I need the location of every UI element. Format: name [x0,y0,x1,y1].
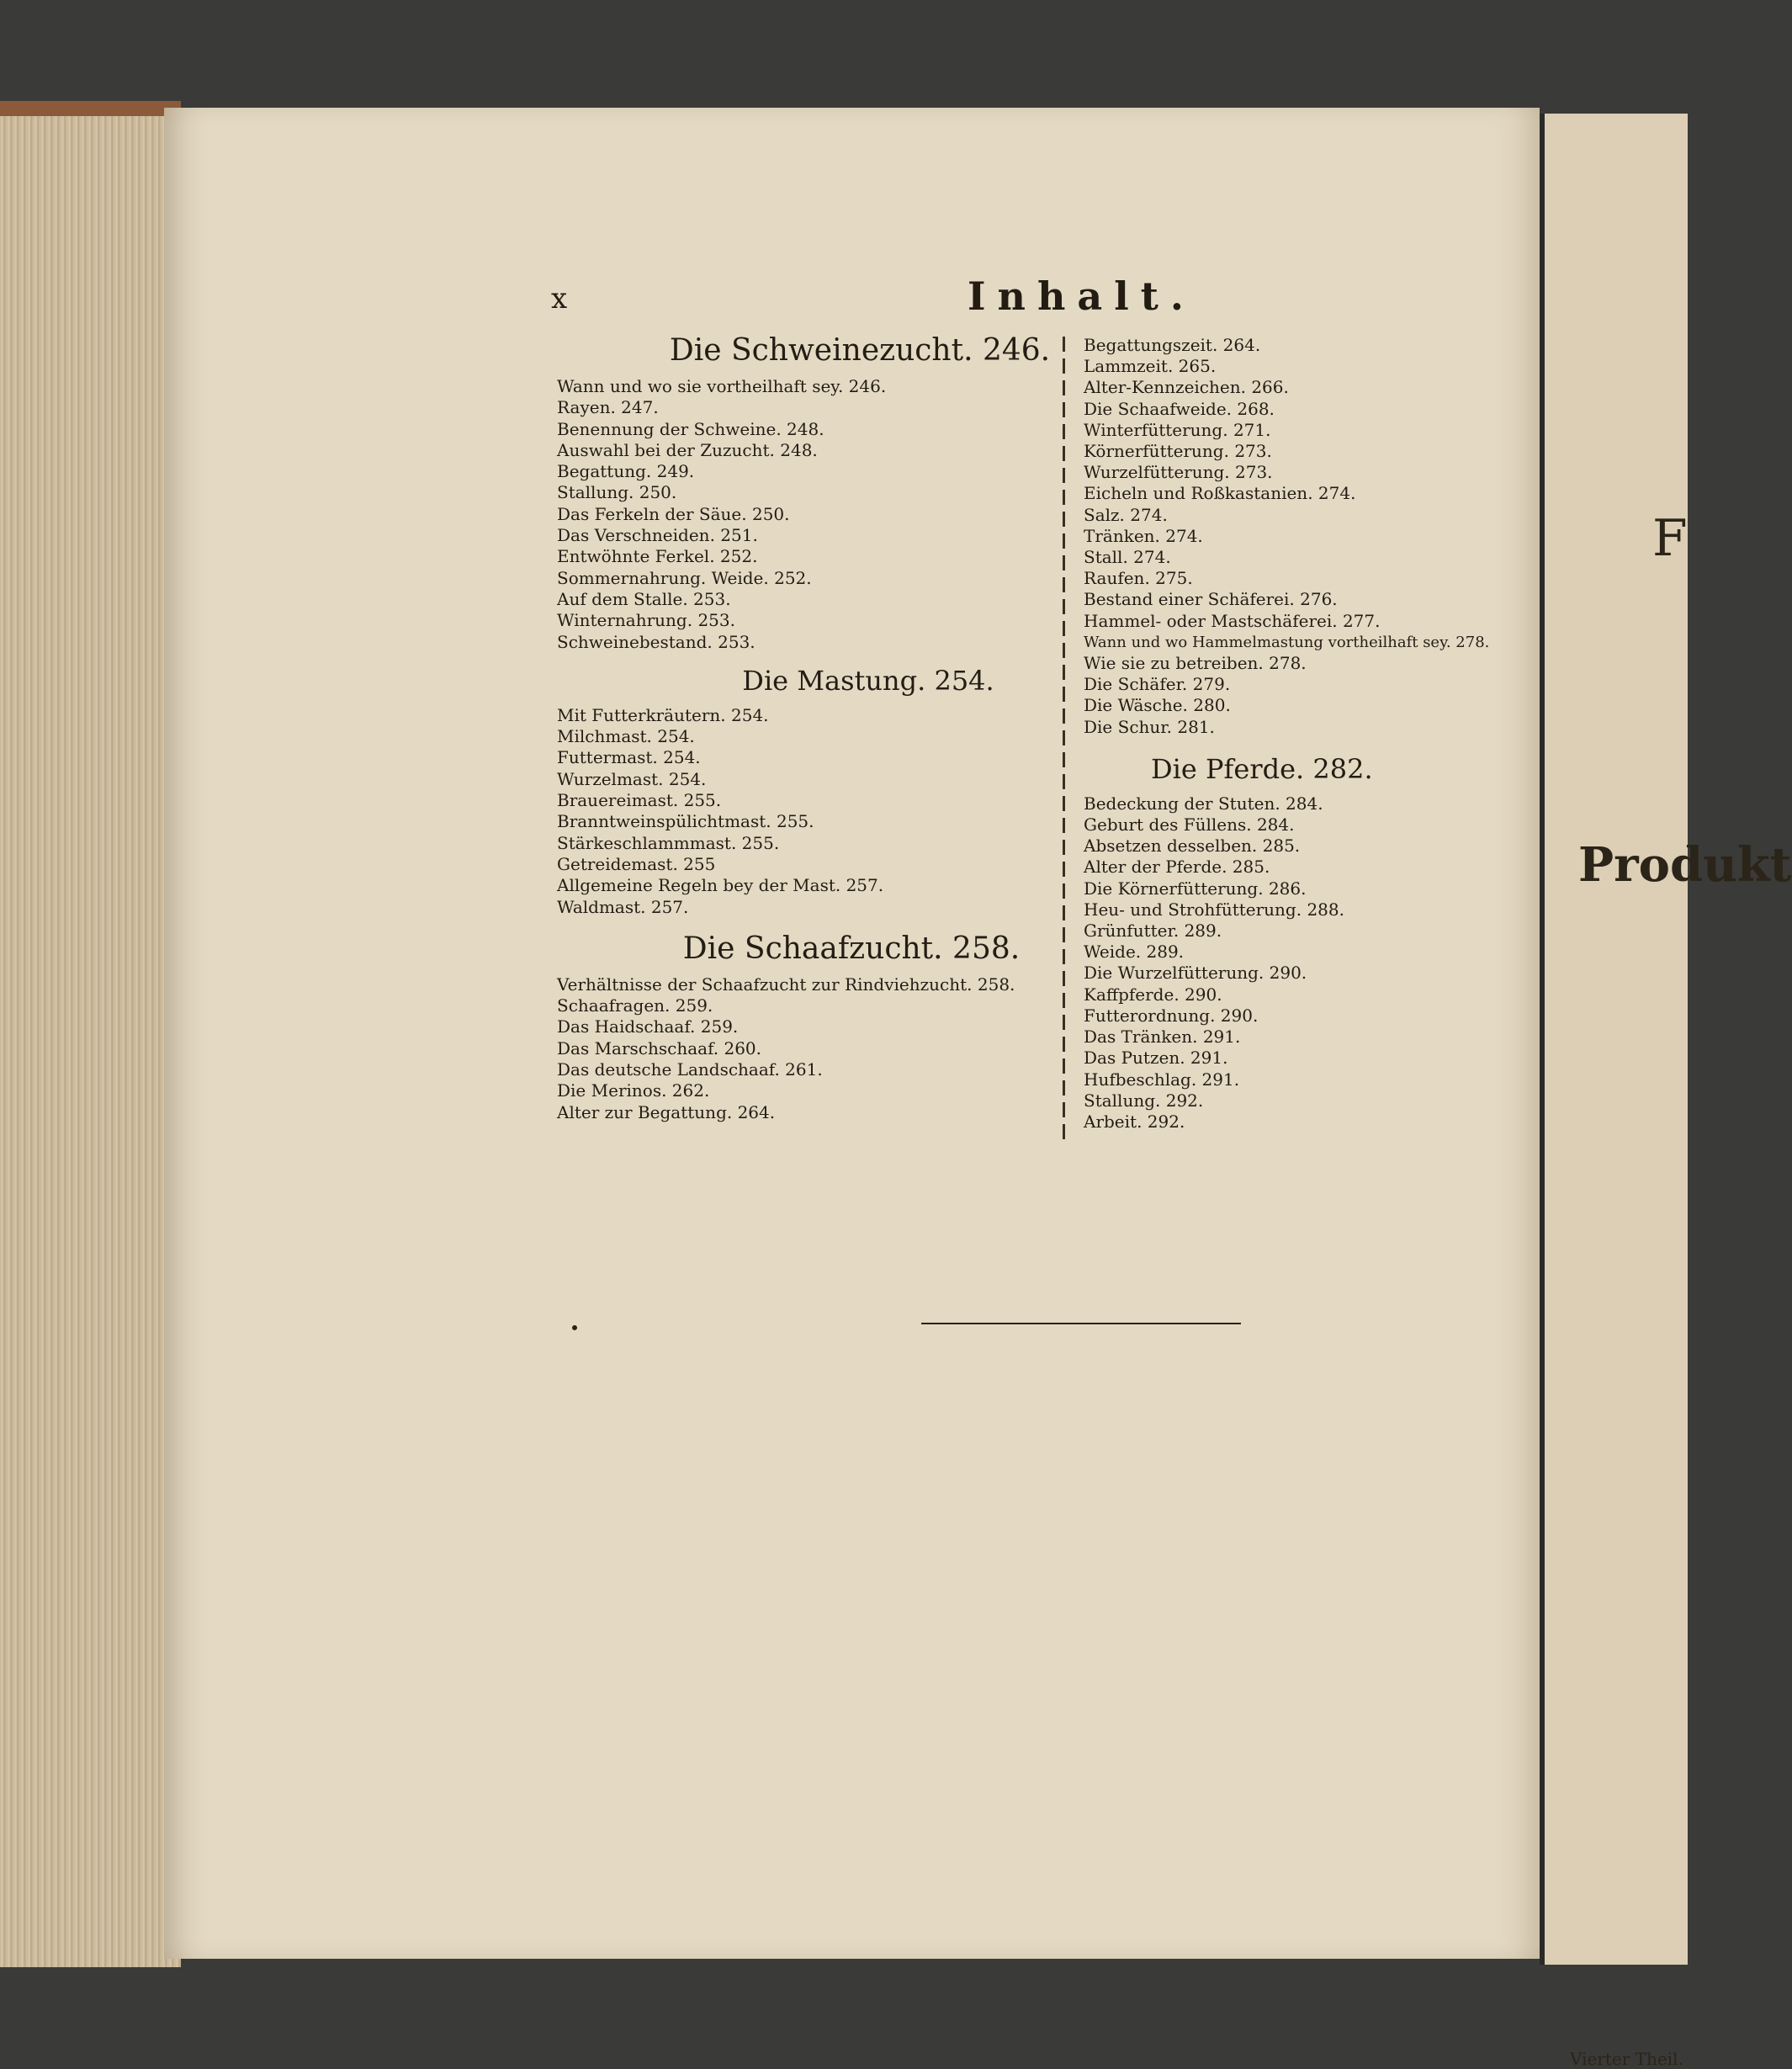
toc-entry: Lammzeit. 265. [1084,356,1217,377]
toc-entry: Futtermast. 254. [557,747,701,768]
page-number: x [551,282,568,316]
toc-entry: Schaafragen. 259. [557,995,713,1016]
toc-entry: Kaffpferde. 290. [1084,984,1222,1005]
column-brace-divider [1063,337,1065,1140]
toc-entry: Waldmast. 257. [557,896,689,917]
facing-page-footer: Vierter Theil. [1570,2049,1683,2069]
left-column [557,330,1095,1123]
toc-entry: Brauereimast. 255. [557,790,722,811]
section-title: Die Pferde. 282. [1151,752,1373,785]
toc-entry: Die Schaafweide. 268. [1084,398,1275,419]
toc-entry: Branntweinspülichtmast. 255. [557,811,814,832]
toc-entry: Hufbeschlag. 291. [1084,1069,1240,1090]
toc-entry: Raufen. 275. [1084,568,1193,589]
toc-entry: Wurzelmast. 254. [557,768,707,789]
toc-entry: Das Tränken. 291. [1084,1027,1241,1048]
toc-entry: Entwöhnte Ferkel. 252. [557,546,758,567]
toc-entry: Winternahrung. 253. [557,610,735,631]
toc-entry: Schweinebestand. 253. [557,631,756,652]
toc-entry: Das Marschschaaf. 260. [557,1037,762,1058]
right-column [1084,335,1521,1133]
toc-entry: Alter-Kennzeichen. 266. [1084,377,1289,398]
toc-entry: Das Putzen. 291. [1084,1048,1228,1069]
toc-entry: Das Haidschaaf. 259. [557,1016,739,1037]
facing-page-letter: F [1652,509,1688,568]
toc-entry: Grünfutter. 289. [1084,920,1222,942]
toc-entry: Stallung. 292. [1084,1090,1204,1111]
toc-entry: Die Wäsche. 280. [1084,695,1231,716]
toc-entry: Sommernahrung. Weide. 252. [557,567,812,588]
facing-page [1540,114,1792,2069]
toc-entry: Rayen. 247. [557,397,659,418]
toc-entry: Die Merinos. 262. [557,1080,710,1101]
toc-entry: Winterfütterung. 271. [1084,419,1271,440]
book-page-edges [0,101,181,1967]
toc-entry: Stall. 274. [1084,547,1171,568]
section-title: Die Schweinezucht. 246. [669,333,1051,368]
toc-entry: Alter zur Begattung. 264. [557,1101,776,1122]
toc-entry: Die Wurzelfütterung. 290. [1084,963,1307,984]
section-entries [557,376,1095,653]
toc-entry: Absetzen desselben. 285. [1084,836,1301,857]
toc-entry: Futterordnung. 290. [1084,1005,1259,1026]
toc-entry: Körnerfütterung. 273. [1084,441,1272,462]
toc-entry: Wann und wo Hammelmastung vortheilhaft sey. 278. [1084,633,1490,651]
toc-entry: Getreidemast. 255 [557,853,716,874]
section-title: Die Schaafzucht. 258. [682,931,1021,966]
toc-entry: Auswahl bei der Zuzucht. 248. [557,439,818,460]
toc-entry: Bedeckung der Stuten. 284. [1084,793,1323,814]
facing-page-word: Produkt [1578,837,1792,893]
toc-entry: Geburt des Füllens. 284. [1084,814,1295,836]
section-entries [557,705,1095,918]
toc-entry: Bestand einer Schäferei. 276. [1084,589,1338,610]
toc-entry: Alter der Pferde. 285. [1084,857,1270,878]
toc-entry: Mit Futterkräutern. 254. [557,704,769,725]
toc-entry: Verhältnisse der Schaafzucht zur Rindviehzucht. 258. [557,973,1015,995]
toc-entry: Hammel- oder Mastschäferei. 277. [1084,610,1381,631]
toc-entry: Die Körnerfütterung. 286. [1084,878,1307,899]
section-entries [1084,335,1521,738]
toc-entry: Die Schäfer. 279. [1084,674,1231,695]
toc-entry: Allgemeine Regeln bey der Mast. 257. [557,875,884,896]
toc-entry: Auf dem Stalle. 253. [557,588,731,609]
ink-speck [572,1325,577,1330]
toc-entry: Stallung. 250. [557,482,677,503]
section-title: Die Mastung. 254. [742,664,994,697]
toc-entry: Die Schur. 281. [1084,716,1215,737]
toc-entry: Stärkeschlammmast. 255. [557,832,780,853]
toc-entry: Salz. 274. [1084,504,1168,525]
running-title: Inhalt. [968,273,1196,319]
toc-entry: Das deutsche Landschaaf. 261. [557,1059,823,1080]
toc-entry: Weide. 289. [1084,942,1185,963]
toc-entry: Wie sie zu betreiben. 278. [1084,653,1307,674]
toc-entry: Das Ferkeln der Säue. 250. [557,503,790,524]
section-entries [557,974,1095,1123]
toc-entry: Wurzelfütterung. 273. [1084,462,1273,483]
toc-entry: Benennung der Schweine. 248. [557,418,824,439]
toc-entry: Wann und wo sie vortheilhaft sey. 246. [557,376,887,396]
toc-entry: Das Verschneiden. 251. [557,525,758,546]
toc-entry: Arbeit. 292. [1084,1111,1185,1132]
toc-entry: Eicheln und Roßkastanien. 274. [1084,483,1356,504]
end-rule [921,1323,1241,1324]
toc-entry: Begattung. 249. [557,461,695,482]
section-entries [1084,793,1521,1133]
toc-entry: Tränken. 274. [1084,525,1203,546]
toc-entry: Heu- und Strohfütterung. 288. [1084,899,1344,920]
toc-entry: Milchmast. 254. [557,726,695,747]
toc-entry: Begattungszeit. 264. [1084,335,1261,355]
